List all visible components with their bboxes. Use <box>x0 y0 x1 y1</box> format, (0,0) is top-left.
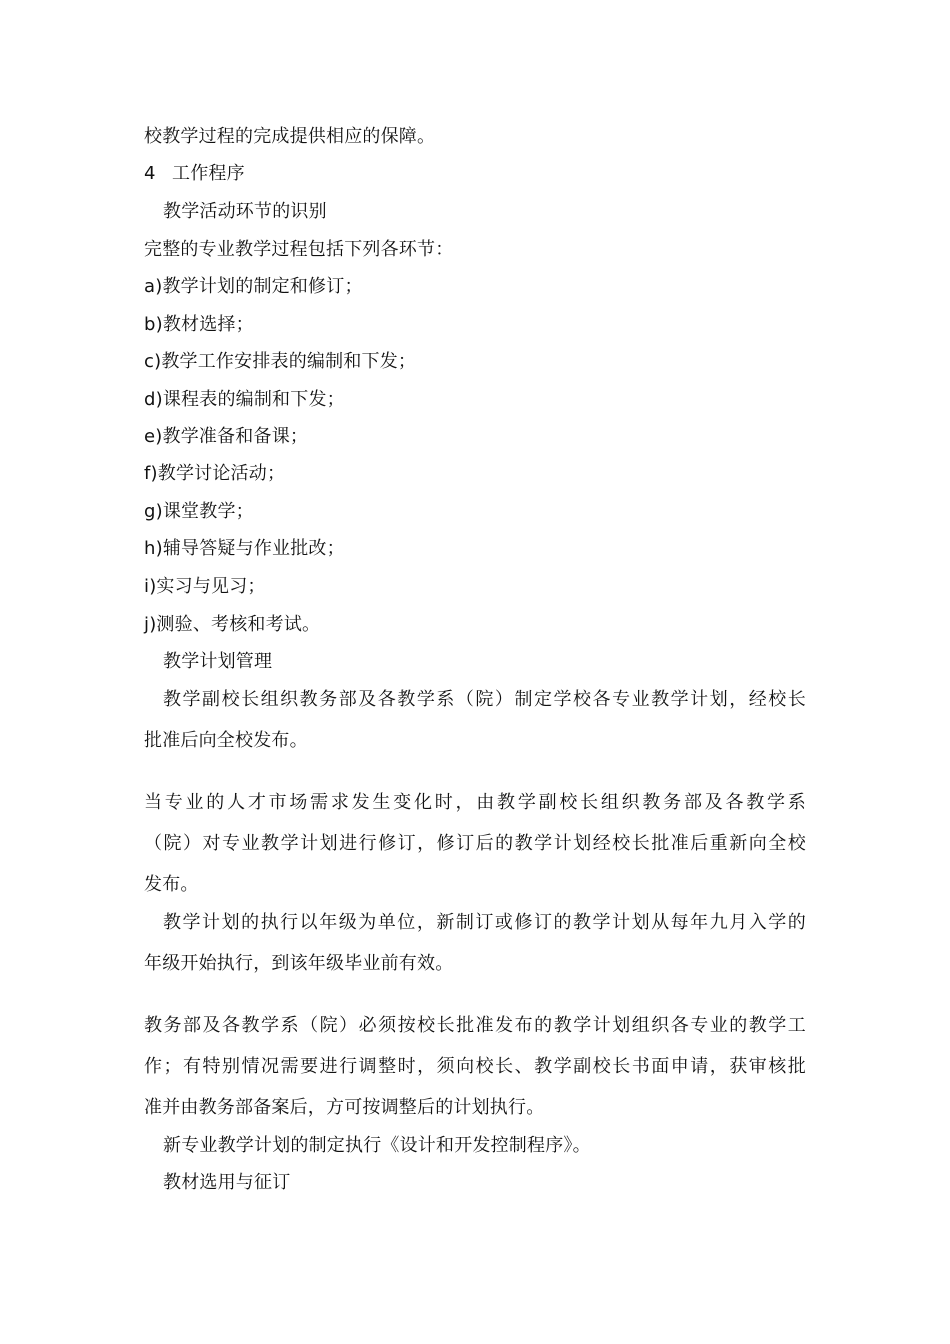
list-item: f)教学讨论活动； <box>144 463 286 484</box>
lead-sentence: 完整的专业教学过程包括下列各环节： <box>144 239 454 260</box>
paragraph-line: 发布。 <box>144 874 199 895</box>
list-item: d)课程表的编制和下发； <box>144 389 345 410</box>
list-item: i)实习与见习； <box>144 576 266 597</box>
paragraph-line: 准并由教务部备案后，方可按调整后的计划执行。 <box>144 1097 545 1118</box>
list-item: h)辅导答疑与作业批改； <box>144 538 345 559</box>
paragraph-line: 教学计划的执行以年级为单位，新制订或修订的教学计划从每年九月入学的 <box>163 912 806 933</box>
intro-tail: 校教学过程的完成提供相应的保障。 <box>144 126 436 147</box>
list-item: e)教学准备和备课； <box>144 426 309 447</box>
list-item: a)教学计划的制定和修订； <box>144 276 363 297</box>
subheading-textbook: 教材选用与征订 <box>163 1172 291 1193</box>
paragraph-line: 教学副校长组织教务部及各教学系（院）制定学校各专业教学计划，经校长 <box>163 689 806 710</box>
paragraph-line: （院）对专业教学计划进行修订，修订后的教学计划经校长批准后重新向全校 <box>144 833 806 854</box>
paragraph-line: 年级开始执行，到该年级毕业前有效。 <box>144 953 454 974</box>
section-heading <box>144 162 245 186</box>
section-number: 4 <box>144 163 156 184</box>
paragraph-line: 作；有特别情况需要进行调整时，须向校长、教学副校长书面申请，获审核批 <box>144 1056 806 1077</box>
paragraph-line: 新专业教学计划的制定执行《设计和开发控制程序》。 <box>163 1135 591 1156</box>
paragraph-line: 当专业的人才市场需求发生变化时，由教学副校长组织教务部及各教学系 <box>144 792 806 813</box>
list-item: b)教材选择； <box>144 314 254 335</box>
list-item: j)测验、考核和考试。 <box>144 614 321 635</box>
subheading-plan: 教学计划管理 <box>163 651 273 672</box>
section-title: 工作程序 <box>172 163 245 184</box>
paragraph-line: 批准后向全校发布。 <box>144 730 308 751</box>
list-item: g)课堂教学； <box>144 501 254 522</box>
paragraph-line: 教务部及各教学系（院）必须按校长批准发布的教学计划组织各专业的教学工 <box>144 1015 806 1036</box>
subheading-identify: 教学活动环节的识别 <box>163 201 327 222</box>
list-item: c)教学工作安排表的编制和下发； <box>144 351 417 372</box>
